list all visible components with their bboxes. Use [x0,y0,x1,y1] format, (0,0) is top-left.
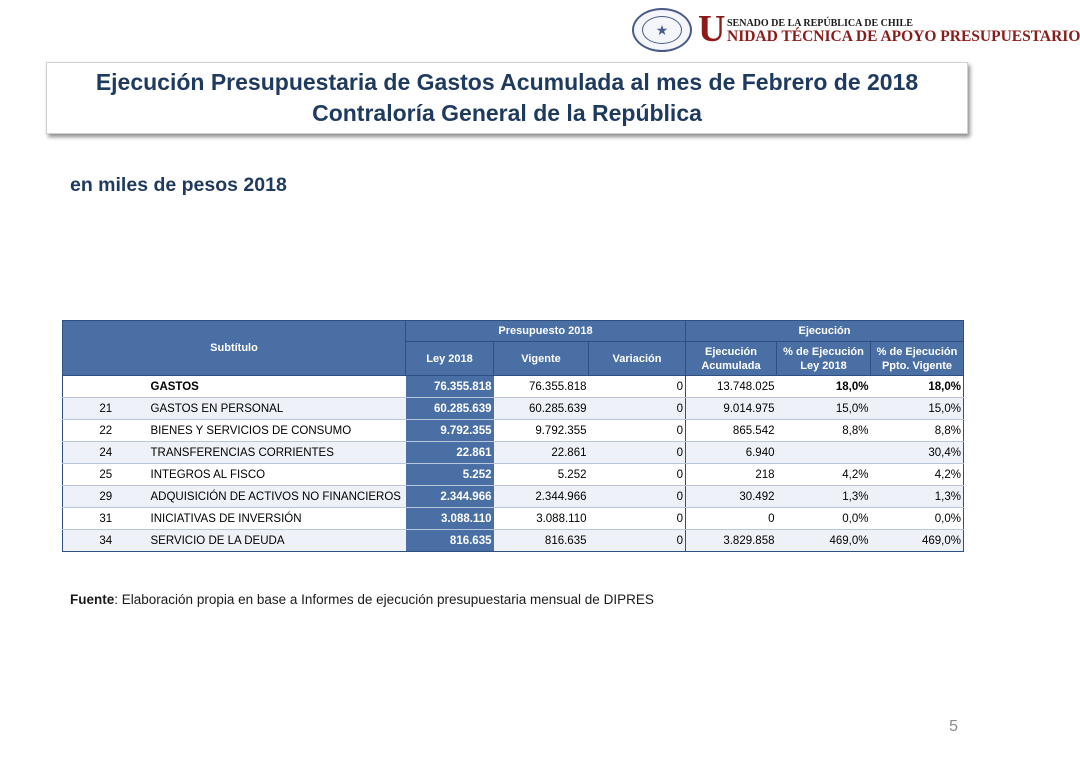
header-ejecucion: Ejecución [686,321,964,342]
table-row [63,530,964,552]
cell-code: 34 [63,530,149,552]
cell-pct-vigente: 8,8% [871,420,964,442]
cell-variacion: 0 [589,376,686,398]
source-note [70,592,654,607]
table-row [63,398,964,420]
cell-ley: 76.355.818 [406,376,494,398]
cell-vigente: 2.344.966 [494,486,589,508]
cell-variacion: 0 [589,530,686,552]
cell-pct-ley: 469,0% [777,530,871,552]
cell-ejecucion: 218 [686,464,777,486]
cell-pct-vigente: 0,0% [871,508,964,530]
cell-vigente: 5.252 [494,464,589,486]
units-label: en miles de pesos 2018 [70,174,287,196]
cell-variacion: 0 [589,398,686,420]
cell-name: INICIATIVAS DE INVERSIÓN [149,508,406,530]
cell-code: 24 [63,442,149,464]
cell-vigente: 22.861 [494,442,589,464]
title-box [46,62,968,134]
table-row [63,442,964,464]
header-vigente: Vigente [494,342,589,376]
senate-seal-icon: ★ [632,8,692,52]
cell-ejecucion: 13.748.025 [686,376,777,398]
cell-vigente: 76.355.818 [494,376,589,398]
cell-pct-vigente: 4,2% [871,464,964,486]
cell-ley: 9.792.355 [406,420,494,442]
senate-logo [632,8,1080,56]
header-variacion: Variación [589,342,686,376]
header-ejecucion-acumulada: Ejecución Acumulada [686,342,777,376]
cell-ley: 2.344.966 [406,486,494,508]
cell-pct-vigente: 15,0% [871,398,964,420]
header-subtitulo: Subtítulo [63,321,406,376]
cell-pct-ley: 8,8% [777,420,871,442]
cell-pct-vigente: 18,0% [871,376,964,398]
cell-pct-ley [777,442,871,464]
cell-ley: 60.285.639 [406,398,494,420]
cell-variacion: 0 [589,464,686,486]
cell-name: ADQUISICIÓN DE ACTIVOS NO FINANCIEROS [149,486,406,508]
cell-variacion: 0 [589,508,686,530]
cell-name: GASTOS [149,376,406,398]
cell-pct-vigente: 1,3% [871,486,964,508]
cell-pct-vigente: 469,0% [871,530,964,552]
cell-code [63,376,149,398]
cell-ejecucion: 30.492 [686,486,777,508]
cell-code: 22 [63,420,149,442]
header-pct-vigente: % de Ejecución Ppto. Vigente [871,342,964,376]
table-row [63,486,964,508]
page-title: Ejecución Presupuestaria de Gastos Acumulada al mes de Febrero de 2018 [95,69,919,95]
cell-name: GASTOS EN PERSONAL [149,398,406,420]
cell-pct-ley: 18,0% [777,376,871,398]
brand-initial: U [698,8,726,50]
cell-code: 31 [63,508,149,530]
header-presupuesto: Presupuesto 2018 [406,321,686,342]
cell-name: SERVICIO DE LA DEUDA [149,530,406,552]
cell-variacion: 0 [589,486,686,508]
cell-pct-ley: 1,3% [777,486,871,508]
table-row [63,464,964,486]
page-number: 5 [949,718,958,735]
cell-variacion: 0 [589,442,686,464]
cell-vigente: 60.285.639 [494,398,589,420]
cell-code: 29 [63,486,149,508]
cell-ley: 22.861 [406,442,494,464]
cell-ley: 5.252 [406,464,494,486]
cell-ejecucion: 865.542 [686,420,777,442]
cell-name: INTEGROS AL FISCO [149,464,406,486]
cell-code: 25 [63,464,149,486]
header-ley: Ley 2018 [406,342,494,376]
cell-name: TRANSFERENCIAS CORRIENTES [149,442,406,464]
cell-ley: 3.088.110 [406,508,494,530]
source-label: Fuente [70,592,115,607]
cell-code: 21 [63,398,149,420]
header-pct-ley: % de Ejecución Ley 2018 [777,342,871,376]
cell-variacion: 0 [589,420,686,442]
brand-senate-name: SENADO DE LA REPÚBLICA DE CHILE [727,18,913,29]
table-row [63,508,964,530]
cell-ejecucion: 9.014.975 [686,398,777,420]
cell-vigente: 3.088.110 [494,508,589,530]
table-row [63,376,964,398]
cell-ley: 816.635 [406,530,494,552]
cell-ejecucion: 3.829.858 [686,530,777,552]
source-text: : Elaboración propia en base a Informes de ejecución presupuestaria mensual de DIPRES [114,592,654,607]
cell-ejecucion: 6.940 [686,442,777,464]
cell-pct-ley: 15,0% [777,398,871,420]
cell-vigente: 816.635 [494,530,589,552]
budget-table [62,320,964,552]
cell-pct-vigente: 30,4% [871,442,964,464]
table-row [63,420,964,442]
cell-ejecucion: 0 [686,508,777,530]
cell-pct-ley: 4,2% [777,464,871,486]
page-subtitle: Contraloría General de la República [312,100,702,126]
cell-pct-ley: 0,0% [777,508,871,530]
cell-vigente: 9.792.355 [494,420,589,442]
cell-name: BIENES Y SERVICIOS DE CONSUMO [149,420,406,442]
brand-unit-name: NIDAD TÉCNICA DE APOYO PRESUPUESTARIO [727,28,1080,45]
